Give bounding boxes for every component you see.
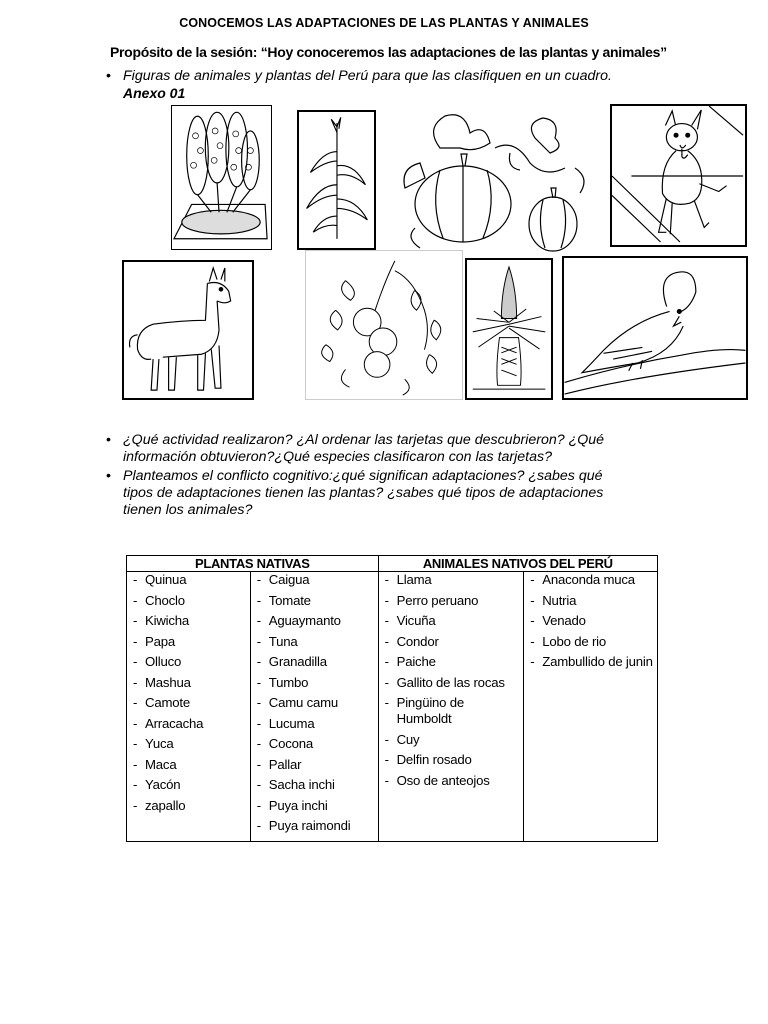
list-item: - Olluco [131,654,246,670]
list-item: - Perro peruano [383,593,520,609]
list-item: - Yacón [131,777,246,793]
conflict-line-2: tipos de adaptaciones tienen las plantas? ¿sabes qué tipos de adaptaciones [123,485,604,501]
list-item: - Arracacha [131,716,246,732]
bullet-dot: • [106,468,111,484]
list-item: - Anaconda muca [528,572,653,588]
list-item: - Mashua [131,675,246,691]
list-item: - Choclo [131,593,246,609]
page-title: CONOCEMOS LAS ADAPTACIONES DE LAS PLANTAS Y ANIMALES [179,16,589,30]
species-list [255,572,374,834]
list-item: - Tuna [255,634,374,650]
gallito-rocas-image [562,256,748,400]
list-item: - Sacha inchi [255,777,374,793]
header-animales-nativos: ANIMALES NATIVOS DEL PERÚ [378,556,657,572]
granadilla-image [305,250,463,400]
native-species-table [126,555,658,842]
maize-image [297,110,376,250]
list-item: - Puya raimondi [255,818,374,834]
header-plantas-nativas: PLANTAS NATIVAS [127,556,379,572]
plants-column-1 [127,572,251,842]
session-purpose: Propósito de la sesión: “Hoy conoceremos las adaptaciones de las plantas y animales” [110,44,667,60]
list-item: - Quinua [131,572,246,588]
puya-raimondi-image [465,258,553,400]
list-item: - Maca [131,757,246,773]
bullet-dot: • [106,432,111,448]
list-item: - Llama [383,572,520,588]
animals-column-1 [378,572,524,842]
zapallo-image [395,108,595,258]
species-list [383,572,520,789]
list-item: - zapallo [131,798,246,814]
species-list [528,572,653,670]
plants-column-2 [250,572,378,842]
conflict-line-3: tienen los animales? [123,502,253,518]
list-item: - Kiwicha [131,613,246,629]
list-item: - Pingüino de Humboldt [383,695,520,727]
list-item: - Cocona [255,736,374,752]
questions-line-2: información obtuvieron?¿Qué especies clasificaron con las tarjetas? [123,449,552,465]
questions-line-1: ¿Qué actividad realizaron? ¿Al ordenar las tarjetas que descubrieron? ¿Qué [123,432,605,448]
list-item: - Pallar [255,757,374,773]
list-item: - Nutria [528,593,653,609]
list-item: - Camote [131,695,246,711]
species-list [131,572,246,814]
llama-image [122,260,254,400]
list-item: - Venado [528,613,653,629]
list-item: - Aguaymanto [255,613,374,629]
list-item: - Papa [131,634,246,650]
list-item: - Puya inchi [255,798,374,814]
bullet-figures-text: Figuras de animales y plantas del Perú para que las clasifiquen en un cuadro. [123,68,612,84]
list-item: - Delfin rosado [383,752,520,768]
bullet-dot: • [106,68,111,84]
list-item: - Lobo de rio [528,634,653,650]
animals-column-2 [524,572,658,842]
list-item: - Cuy [383,732,520,748]
list-item: - Zambullido de junin [528,654,653,670]
list-item: - Tomate [255,593,374,609]
list-item: - Caigua [255,572,374,588]
list-item: - Vicuña [383,613,520,629]
perro-peruano-image [610,104,747,247]
quinua-image [171,105,272,250]
list-item: - Yuca [131,736,246,752]
anexo-label: Anexo 01 [123,85,186,101]
list-item: - Tumbo [255,675,374,691]
list-item: - Lucuma [255,716,374,732]
list-item: - Camu camu [255,695,374,711]
list-item: - Oso de anteojos [383,773,520,789]
list-item: - Condor [383,634,520,650]
conflict-line-1: Planteamos el conflicto cognitivo:¿qué significan adaptaciones? ¿sabes qué [123,468,603,484]
list-item: - Gallito de las rocas [383,675,520,691]
list-item: - Granadilla [255,654,374,670]
list-item: - Paiche [383,654,520,670]
